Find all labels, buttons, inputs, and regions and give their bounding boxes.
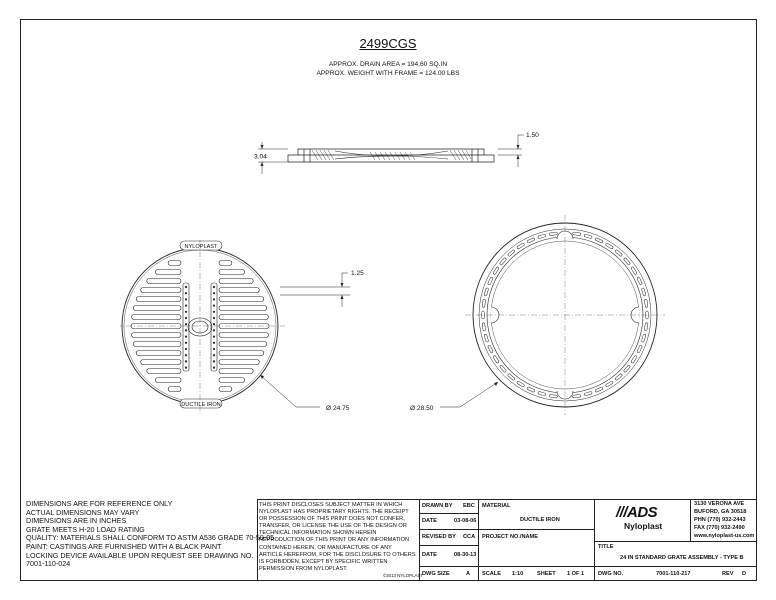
tb-rule	[419, 499, 420, 581]
note: DIMENSIONS ARE IN INCHES	[26, 516, 127, 526]
fax: FAX (770) 932-2490	[694, 525, 745, 531]
address2: BUFORD, GA 30518	[694, 509, 747, 515]
frame-slot	[482, 323, 486, 331]
frame-slot	[517, 381, 525, 388]
height-dim-label: 3.04	[254, 153, 267, 161]
slot-dim-label: 1.25	[351, 270, 364, 277]
tb-rule	[419, 513, 478, 514]
grate-slot	[219, 297, 264, 302]
grate-stud	[185, 323, 187, 325]
frame-slot	[493, 355, 500, 363]
frame-slot	[484, 334, 489, 342]
grate-slot	[133, 306, 181, 311]
grate-slot	[133, 342, 181, 347]
note: PAINT: CASTINGS ARE FURNISHED WITH A BLACK PAINT	[26, 541, 222, 551]
frame-slot	[641, 288, 646, 296]
grate-slot	[132, 315, 181, 320]
frame-slot	[623, 365, 630, 373]
grate-slot	[155, 378, 181, 383]
sheet: 1 OF 1	[567, 571, 585, 577]
grate-slot	[219, 270, 245, 275]
drawn-by-label: DRAWN BY	[422, 503, 453, 509]
frame-slot	[488, 277, 494, 285]
grate-slot	[147, 369, 181, 374]
grate-slot	[168, 387, 181, 392]
frame-slot	[499, 257, 506, 265]
website: www.nyloplast-us.com	[694, 533, 755, 539]
phone: PHN (770) 932-2443	[694, 517, 746, 523]
general-notes	[26, 500, 274, 569]
disclaimer-line: TRANSFER, OR LICENSE THE USE OF THE DESIGN OR	[259, 523, 407, 530]
grate-stud	[213, 298, 215, 300]
grate-stud	[185, 354, 187, 356]
grate-stud	[185, 336, 187, 338]
disclaimer-line: ARTICLE HEREFROM, FOR THE DISCLOSURE TO OTHERS	[259, 551, 416, 558]
frame-plan-view	[400, 210, 700, 425]
frame-slot	[538, 391, 546, 396]
grate-stud	[185, 292, 187, 294]
grate-slot	[219, 378, 245, 383]
frame-slot	[615, 249, 623, 256]
grate-stud	[185, 317, 187, 319]
frame-slot	[584, 234, 592, 239]
rev-label: REV	[722, 571, 734, 577]
note: ACTUAL DIMENSIONS MAY VARY	[26, 507, 140, 517]
frame-slot	[507, 249, 515, 256]
grate-stud	[213, 305, 215, 307]
grate-stud	[185, 311, 187, 313]
grate-slot	[219, 387, 232, 392]
tb-rule	[419, 566, 594, 567]
material: DUCTILE IRON	[520, 517, 560, 523]
grate-slot	[219, 306, 267, 311]
drawn-date-label: DATE	[422, 518, 437, 524]
grate-stud	[213, 336, 215, 338]
grate-stud	[185, 286, 187, 288]
sheet-label: SHEET	[537, 571, 556, 577]
frame-slot	[644, 323, 648, 331]
grate-stud	[213, 292, 215, 294]
dwg-size-label: DWG SIZE	[422, 571, 450, 577]
grate-bottom-label: DUCTILE IRON	[181, 402, 221, 408]
scale: 1:10	[512, 571, 524, 577]
weight: APPROX. WEIGHT WITH FRAME = 124.00 LBS	[316, 70, 460, 77]
dwg-size: A	[466, 571, 471, 577]
frame-slot	[623, 257, 630, 265]
grate-slot	[219, 279, 253, 284]
grate-stud	[213, 360, 215, 362]
grate-stud	[185, 348, 187, 350]
grate-slot	[219, 288, 259, 293]
grate-stud	[185, 342, 187, 344]
frame-slot	[482, 299, 486, 307]
grate-stud	[213, 367, 215, 369]
revised-by: CCA	[463, 534, 476, 540]
note: QUALITY: MATERIALS SHALL CONFORM TO ASTM A536 GRADE 70-50-05	[26, 533, 275, 543]
grate-slot	[136, 351, 181, 356]
disclaimer-line: REPRODUCTION OF THIS PRINT OR ANY INFORMATION	[259, 537, 410, 544]
frame-slot	[615, 373, 623, 380]
grate-slot	[219, 342, 267, 347]
tb-rule	[594, 541, 757, 542]
grate-slot	[132, 333, 181, 338]
grate-stud	[213, 323, 215, 325]
disclaimer-line: THIS PRINT DISCLOSES SUBJECT MATTER IN WHICH	[259, 502, 403, 508]
grate-plan-view	[120, 235, 380, 425]
frame-slot	[637, 277, 643, 285]
tb-rule	[419, 545, 478, 546]
project-label: PROJECT NO./NAME	[482, 534, 538, 540]
frame-slot	[482, 311, 485, 319]
disclaimer-line: OR POSSESSION OF THIS PRINT DOES NOT CONFER,	[259, 516, 405, 523]
frame-slot	[573, 232, 581, 236]
frame-slot	[493, 267, 500, 275]
dwg-no-label: DWG NO.	[598, 571, 624, 577]
section-view	[240, 125, 550, 185]
revised-date: 08-30-13	[454, 552, 477, 558]
frame-slot	[605, 381, 613, 388]
dwg-no: 7001-110-217	[656, 571, 691, 577]
frame-slot	[484, 288, 489, 296]
tb-rule	[419, 529, 594, 530]
logo-brand: Nyloplast	[624, 521, 663, 531]
drain-area: APPROX. DRAIN AREA = 194.60 SQ.IN	[328, 61, 448, 68]
logo-stripes: ///	[616, 504, 628, 521]
rev: D	[742, 571, 747, 577]
part-number: 2499CGS	[359, 36, 417, 51]
logo-text: ADS	[627, 504, 658, 521]
frame-slot	[527, 387, 535, 393]
grate-dia-label: Ø 24.75	[326, 405, 350, 412]
frame-slot	[507, 373, 515, 380]
scale-label: SCALE	[482, 571, 501, 577]
frame-slot	[499, 365, 506, 373]
disclaimer-line: TECHNICAL INFORMATION SHOWN HEREIN	[259, 530, 377, 537]
frame-slot	[631, 267, 638, 275]
disclaimer-line: CONTAINED HEREIN, OR MANUFACTURE OF ANY	[259, 544, 392, 551]
grate-stud	[185, 298, 187, 300]
grate-stud	[213, 311, 215, 313]
frame-slot	[595, 387, 603, 393]
frame-slot	[595, 238, 603, 244]
grate-stud	[213, 329, 215, 331]
proprietary-disclaimer	[259, 502, 419, 573]
title-label: TITLE	[598, 544, 614, 550]
grate-stud	[185, 367, 187, 369]
flange-dim-label: 1.50	[526, 132, 539, 139]
grate-slot	[155, 270, 181, 275]
address1: 3130 VERONA AVE	[694, 501, 745, 507]
disclaimer-line: NYLOPLAST HAS PROPRIETARY RIGHTS. THE RECEIPT	[259, 509, 409, 516]
frame-slot	[641, 334, 646, 342]
revised-by-label: REVISED BY	[422, 534, 456, 540]
grate-slot	[219, 333, 268, 338]
tb-rule	[594, 499, 595, 581]
material-label: MATERIAL	[482, 503, 511, 509]
note: GRATE MEETS H-20 LOAD RATING	[26, 524, 145, 534]
grate-top-label: NYLOPLAST	[184, 244, 218, 250]
frame-slot	[631, 355, 638, 363]
frame-slot	[488, 345, 494, 353]
copyright: ©2013 NYLOPLAST	[383, 573, 424, 578]
grate-slot	[219, 351, 264, 356]
drawing-title: 24 IN STANDARD GRATE ASSEMBLY - TYPE B	[620, 555, 744, 561]
grate-slot	[168, 261, 181, 266]
grate-stud	[185, 360, 187, 362]
drawn-date: 03-08-06	[454, 518, 477, 524]
note: 7001-110-024	[26, 559, 71, 569]
frame-slot	[538, 234, 546, 239]
grate-slot	[219, 315, 268, 320]
grate-slot	[219, 369, 253, 374]
frame-slot	[549, 394, 557, 398]
frame-dia-label: Ø 28.50	[410, 405, 434, 412]
grate-slot	[136, 297, 181, 302]
disclaimer-line: PERMISSION FROM NYLOPLAST.	[259, 565, 348, 572]
revised-date-label: DATE	[422, 552, 437, 558]
frame-slot	[527, 238, 535, 244]
grate-stud	[213, 348, 215, 350]
grate-stud	[185, 305, 187, 307]
grate-stud	[213, 317, 215, 319]
frame-slot	[605, 243, 613, 250]
frame-slot	[584, 391, 592, 396]
note: DIMENSIONS ARE FOR REFERENCE ONLY	[26, 499, 173, 508]
grate-stud	[213, 354, 215, 356]
grate-slot	[147, 279, 181, 284]
disclaimer-line: IS FORBIDDEN, EXCEPT BY SPECIFIC WRITTEN	[259, 558, 388, 565]
tb-rule	[478, 499, 479, 581]
grate-stud	[185, 329, 187, 331]
grate-slot	[219, 360, 259, 365]
grate-slot	[141, 360, 181, 365]
drawn-by: EBC	[463, 503, 475, 509]
grate-slot	[141, 288, 181, 293]
grate-stud	[213, 286, 215, 288]
ads-logo	[616, 505, 676, 535]
tb-rule	[594, 566, 757, 567]
frame-slot	[549, 232, 557, 236]
tb-rule	[690, 499, 691, 541]
grate-slot	[219, 261, 232, 266]
frame-slot	[517, 243, 525, 250]
frame-slot	[573, 394, 581, 398]
frame-slot	[637, 345, 643, 353]
frame-slot	[644, 299, 648, 307]
note: LOCKING DEVICE AVAILABLE UPON REQUEST SEE DRAWING NO.	[26, 550, 254, 560]
grate-stud	[213, 342, 215, 344]
